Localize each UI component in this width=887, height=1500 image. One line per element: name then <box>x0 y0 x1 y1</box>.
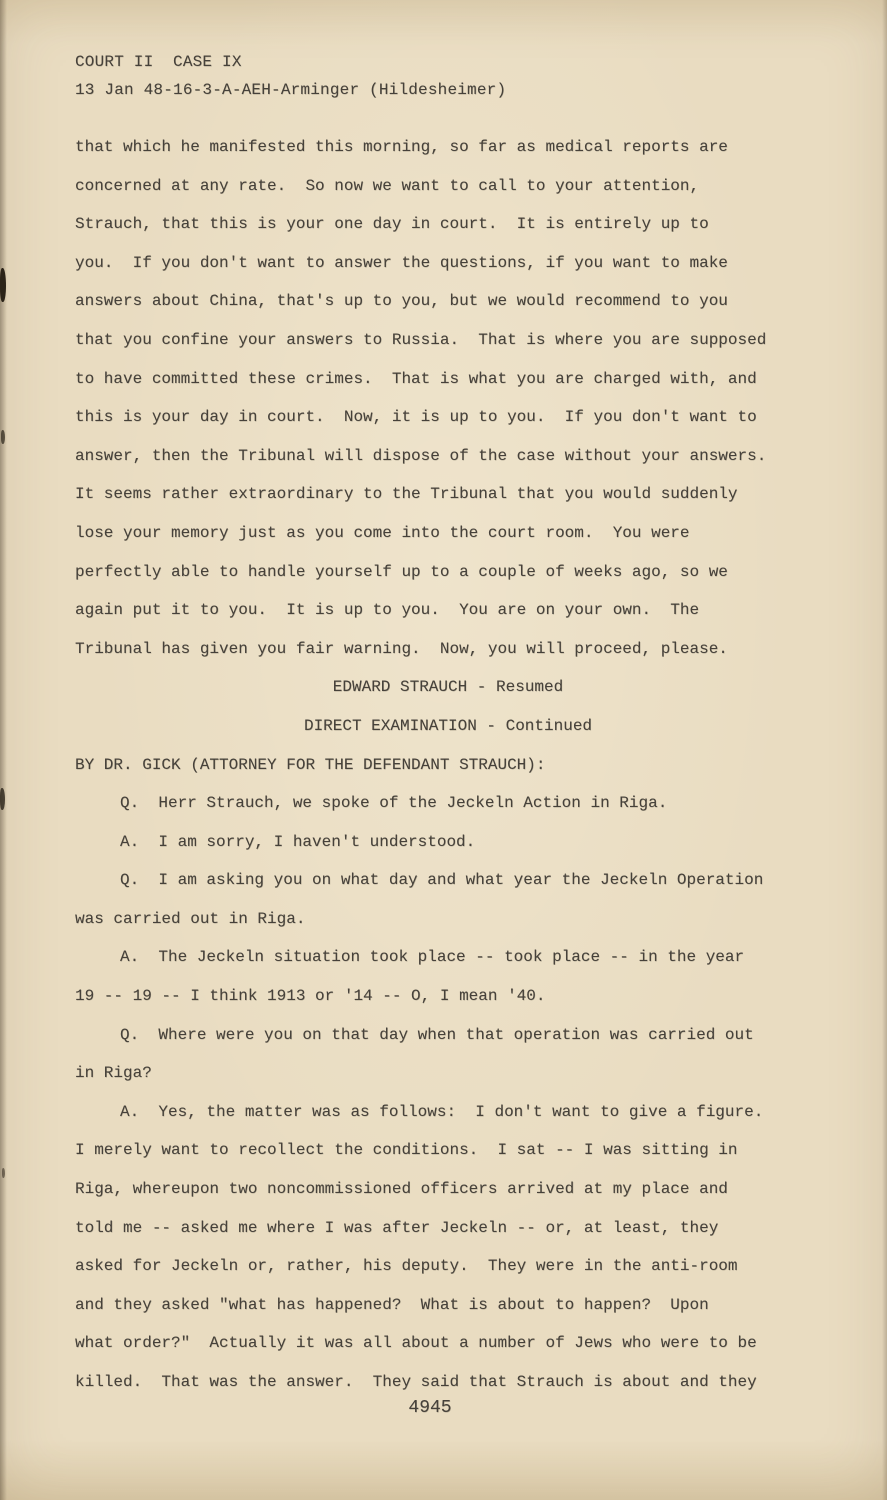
page-left-edge-shadow <box>0 0 7 1500</box>
body-line: 19 -- 19 -- I think 1913 or '14 -- O, I mean '40. <box>75 987 546 1006</box>
body-line: that which he manifested this morning, so far as medical reports are <box>75 138 728 156</box>
body-line: again put it to you. It is up to you. You are on your own. The <box>75 601 700 620</box>
header-date-line: 13 Jan 48-16-3-A-AEH-Arminger (Hildesheimer) <box>75 81 507 99</box>
body-line: Riga, whereupon two noncommissioned officers arrived at my place and <box>75 1180 728 1199</box>
body-line: that you confine your answers to Russia. That is where you are supposed <box>75 330 767 349</box>
body-line: told me -- asked me where I was after Jeckeln -- or, at least, they <box>75 1218 719 1237</box>
transcript-body <box>75 128 821 1402</box>
body-line: you. If you don't want to answer the questions, if you want to make <box>75 253 728 272</box>
body-line: Strauch, that this is your one day in court. It is entirely up to <box>75 215 709 234</box>
body-line: and they asked "what has happened? What is about to happen? Upon <box>75 1295 709 1314</box>
body-line: Q. I am asking you on what day and what year the Jeckeln Operation <box>120 871 764 890</box>
body-line: concerned at any rate. So now we want to call to your attention, <box>75 176 700 195</box>
paper-blemish <box>2 1168 5 1178</box>
body-line: perfectly able to handle yourself up to a couple of weeks ago, so we <box>75 562 728 581</box>
body-line: A. The Jeckeln situation took place -- took place -- in the year <box>120 948 745 967</box>
page-number: 4945 <box>408 1398 452 1418</box>
body-line: A. Yes, the matter was as follows: I don't want to give a figure. <box>120 1102 764 1121</box>
body-line: in Riga? <box>75 1064 152 1083</box>
body-line: Tribunal has given you fair warning. Now, you will proceed, please. <box>75 639 728 658</box>
body-line: was carried out in Riga. <box>75 909 306 928</box>
paper-blemish <box>0 268 6 302</box>
body-line: lose your memory just as you come into the court room. You were <box>75 523 690 542</box>
header-case-line: COURT II CASE IX <box>75 53 242 71</box>
body-line: asked for Jeckeln or, rather, his deputy. They were in the anti-room <box>75 1257 738 1276</box>
body-line: killed. That was the answer. They said that Strauch is about and they <box>75 1373 757 1391</box>
body-line: Q. Herr Strauch, we spoke of the Jeckeln Action in Riga. <box>120 794 668 813</box>
body-line: answer, then the Tribunal will dispose of the case without your answers. <box>75 446 767 465</box>
body-line: answers about China, that's up to you, but we would recommend to you <box>75 292 728 311</box>
body-line: I merely want to recollect the conditions. I sat -- I was sitting in <box>75 1141 738 1160</box>
page-right-edge-shadow <box>882 0 887 1500</box>
body-line: to have committed these crimes. That is what you are charged with, and <box>75 369 757 388</box>
body-line: this is your day in court. Now, it is up to you. If you don't want to <box>75 408 757 427</box>
body-line: It seems rather extraordinary to the Tribunal that you would suddenly <box>75 485 738 504</box>
body-line: BY DR. GICK (ATTORNEY FOR THE DEFENDANT STRAUCH): <box>75 755 546 774</box>
body-line: A. I am sorry, I haven't understood. <box>120 832 476 851</box>
body-line: what order?" Actually it was all about a number of Jews who were to be <box>75 1334 757 1353</box>
document-header <box>75 48 506 104</box>
paper-blemish <box>0 788 5 810</box>
body-line: DIRECT EXAMINATION - Continued <box>303 716 593 735</box>
body-line: Q. Where were you on that day when that operation was carried out <box>120 1025 754 1044</box>
body-line: EDWARD STRAUCH - Resumed <box>332 678 564 697</box>
paper-blemish <box>1 430 5 444</box>
